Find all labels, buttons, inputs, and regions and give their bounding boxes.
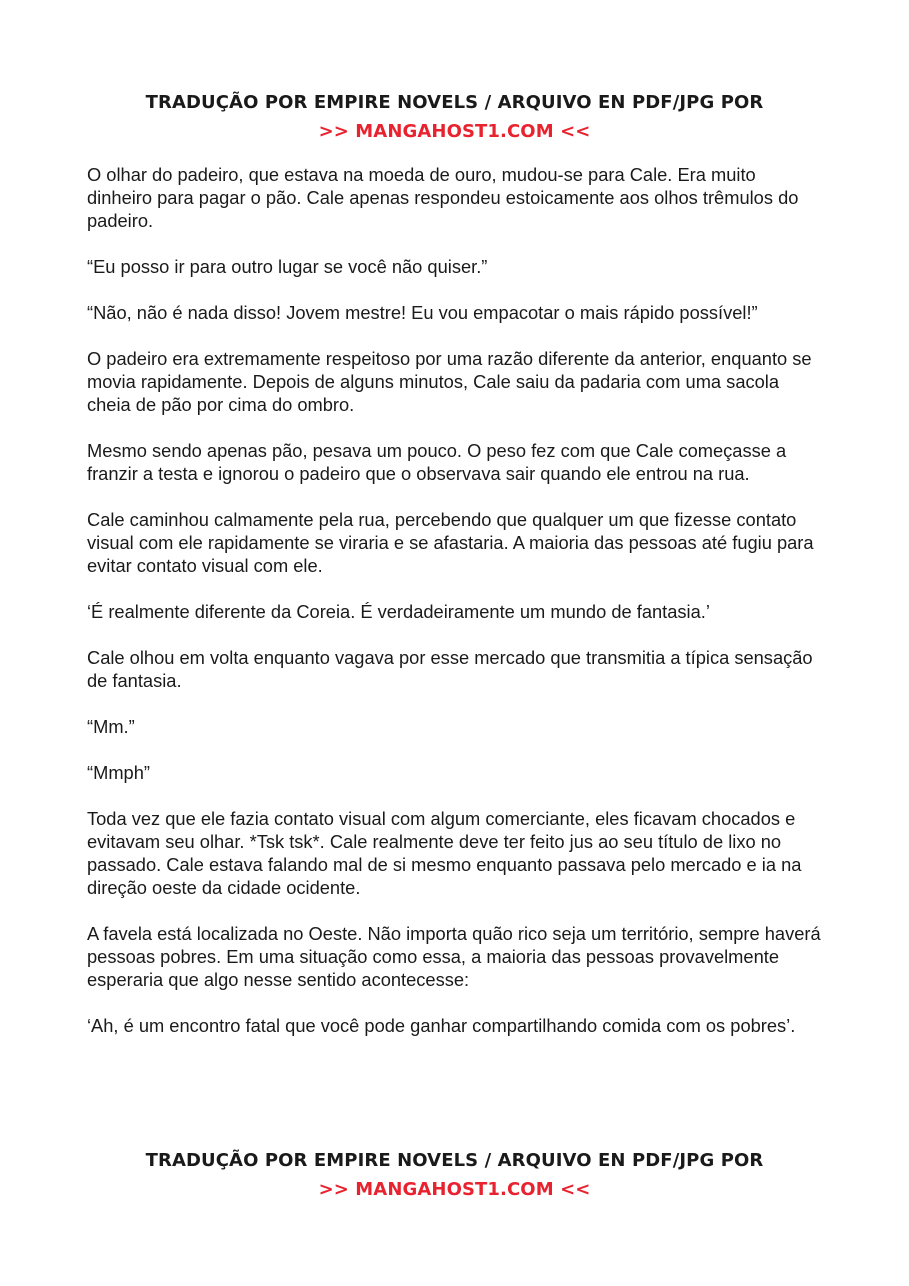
paragraph: “Mm.”	[87, 716, 135, 737]
document-body	[87, 163, 825, 1060]
paragraph: Toda vez que ele fazia contato visual com algum comerciante, eles ficavam chocados e evitavam seu olhar. *Tsk tsk*. Cale realmente deve ter feito jus ao seu título de lixo no passado. Cale estava falando mal de si mesmo enquanto passava pelo mercado e ia na direção oeste da cidade ocidente.	[87, 808, 802, 898]
paragraph: “Não, não é nada disso! Jovem mestre! Eu vou empacotar o mais rápido possível!”	[87, 302, 758, 323]
header-banner	[0, 88, 909, 146]
footer-credit: TRADUÇÃO POR EMPIRE NOVELS / ARQUIVO EN PDF/JPG POR	[145, 1150, 764, 1171]
paragraph: A favela está localizada no Oeste. Não importa quão rico seja um território, sempre haverá pessoas pobres. Em uma situação como essa, a maioria das pessoas provavelmente esperaria que algo nesse sentido acontecesse:	[87, 923, 821, 990]
paragraph: Cale caminhou calmamente pela rua, percebendo que qualquer um que fizesse contato visual com ele rapidamente se viraria e se afastaria. A maioria das pessoas até fugiu para evitar contato visual com ele.	[87, 509, 814, 576]
paragraph: “Mmph”	[87, 762, 150, 783]
paragraph: O padeiro era extremamente respeitoso por uma razão diferente da anterior, enquanto se movia rapidamente. Depois de alguns minutos, Cale saiu da padaria com uma sacola cheia de pão por cima do ombro.	[87, 348, 812, 415]
paragraph: O olhar do padeiro, que estava na moeda de ouro, mudou-se para Cale. Era muito dinheiro para pagar o pão. Cale apenas respondeu estoicamente aos olhos trêmulos do padeiro.	[87, 164, 799, 231]
paragraph: ‘É realmente diferente da Coreia. É verdadeiramente um mundo de fantasia.’	[87, 601, 710, 622]
paragraph: Mesmo sendo apenas pão, pesava um pouco. O peso fez com que Cale começasse a franzir a testa e ignorou o padeiro que o observava sair quando ele entrou na rua.	[87, 440, 787, 484]
footer-banner	[0, 1146, 909, 1204]
footer-site-link[interactable]: >> MANGAHOST1.COM <<	[318, 1179, 591, 1200]
paragraph: ‘Ah, é um encontro fatal que você pode ganhar compartilhando comida com os pobres’.	[87, 1015, 796, 1036]
paragraph: “Eu posso ir para outro lugar se você não quiser.”	[87, 256, 488, 277]
header-site-link[interactable]: >> MANGAHOST1.COM <<	[318, 121, 591, 142]
header-credit: TRADUÇÃO POR EMPIRE NOVELS / ARQUIVO EN PDF/JPG POR	[145, 92, 764, 113]
paragraph: Cale olhou em volta enquanto vagava por esse mercado que transmitia a típica sensação de fantasia.	[87, 647, 813, 691]
